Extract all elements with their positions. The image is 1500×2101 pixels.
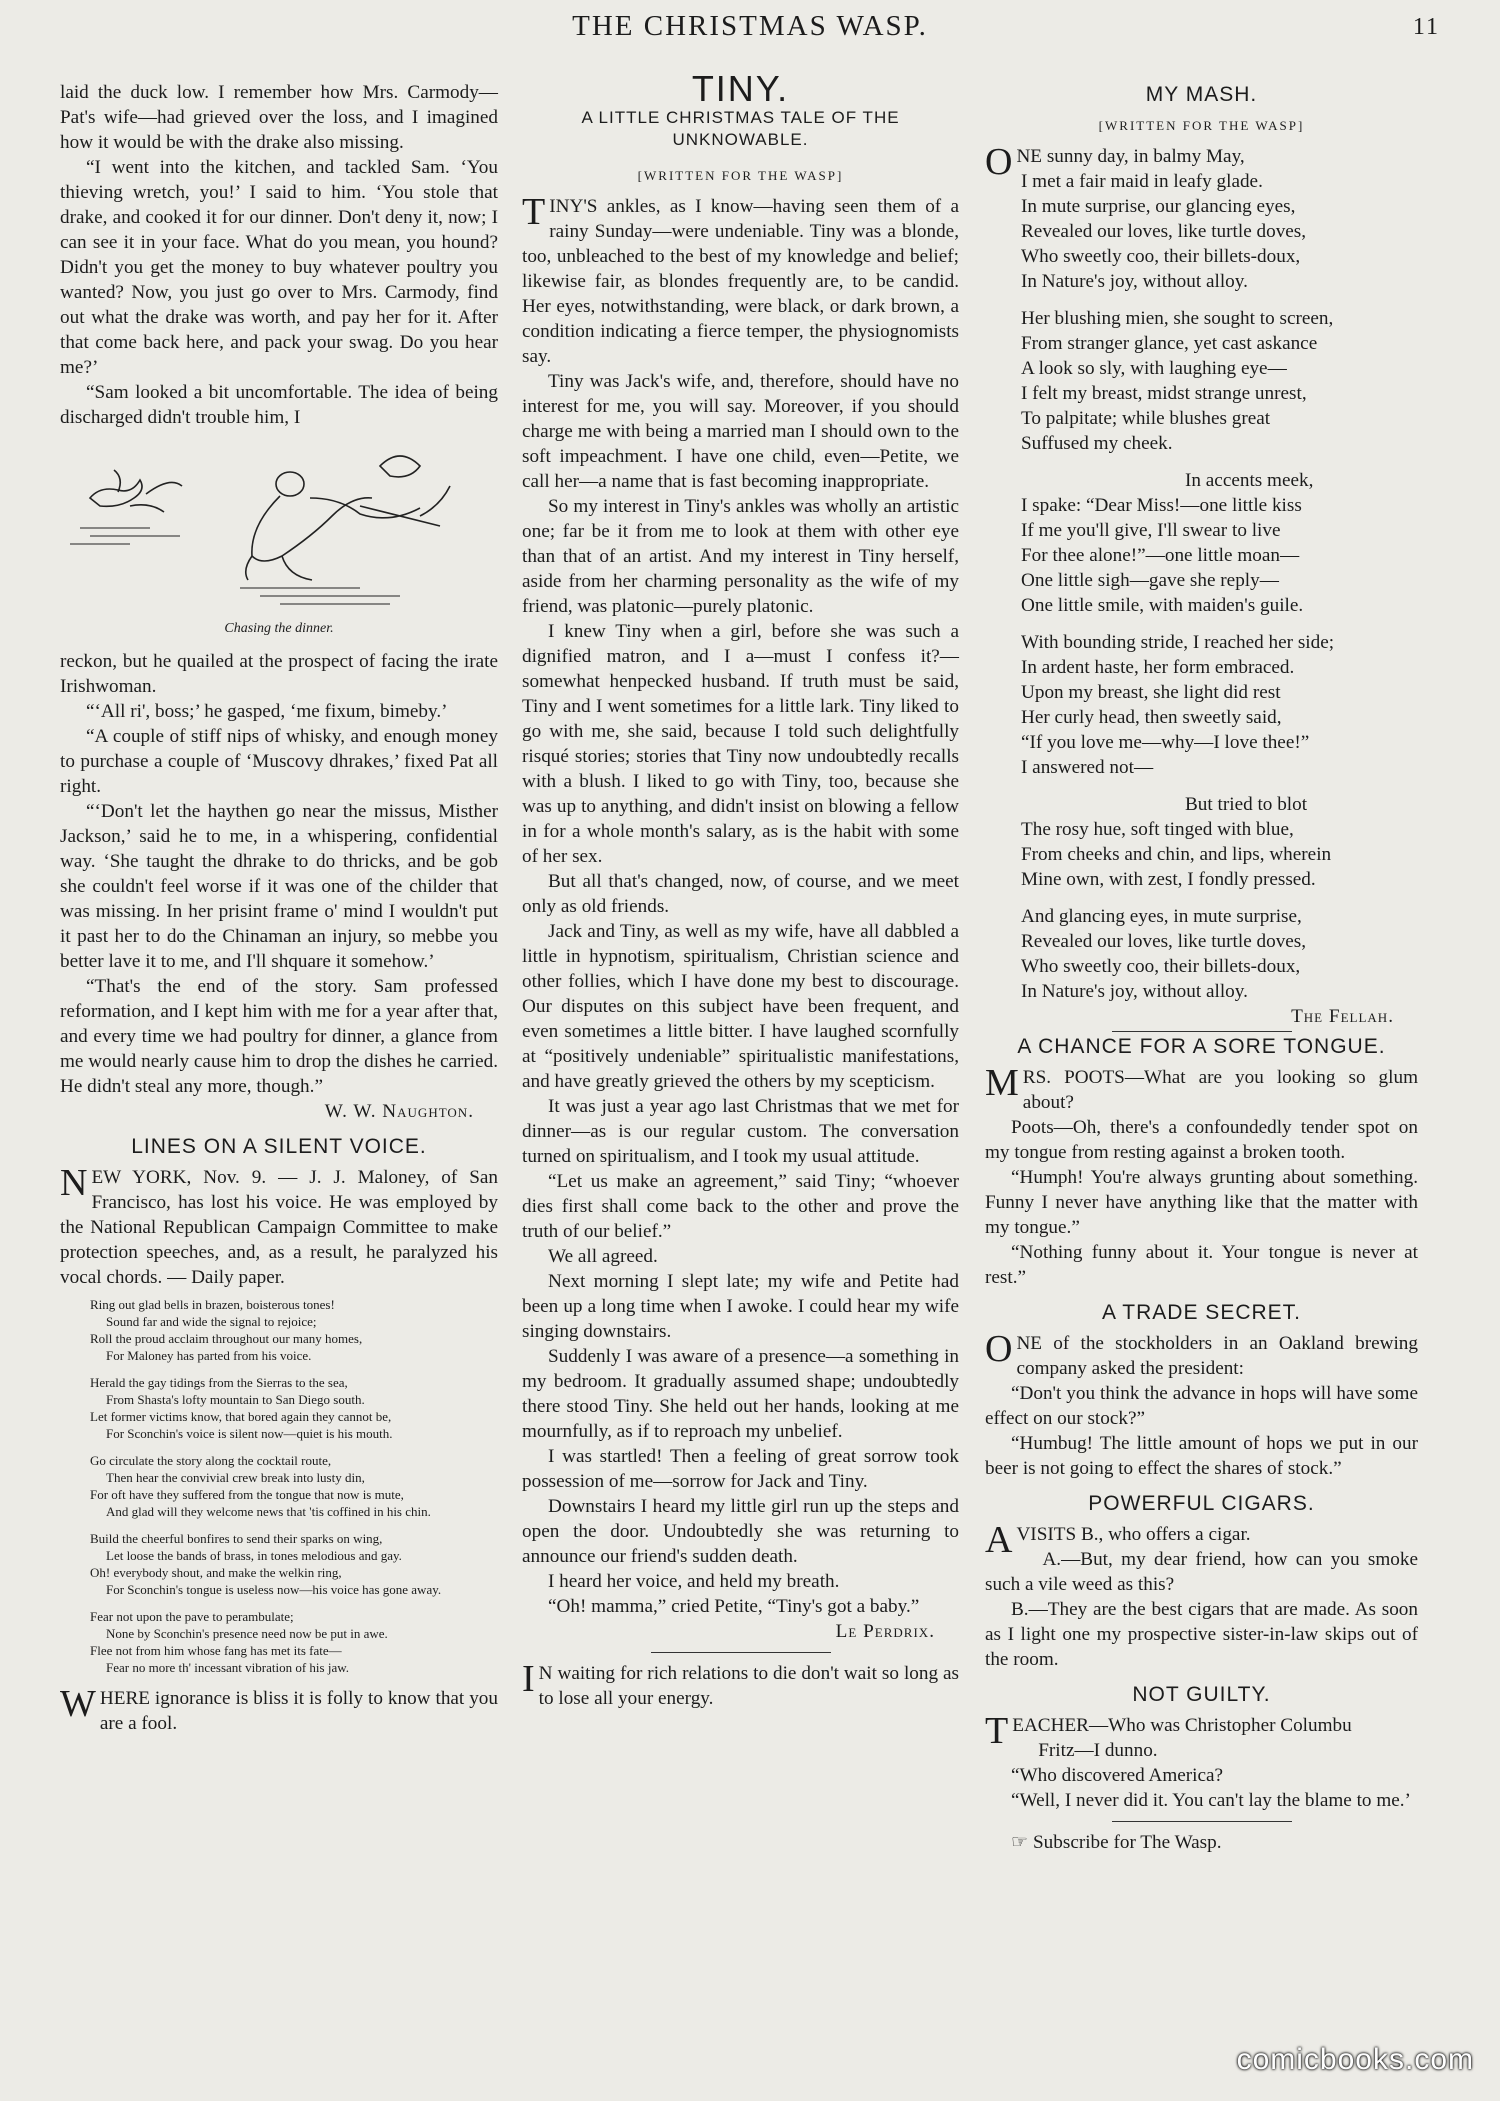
poem-line: From cheeks and chin, and lips, wherein (1021, 844, 1332, 865)
poem-line: I met a fair maid in leafy glade. (1021, 171, 1263, 192)
joke-paragraph: “Don't you think the advance in hops will have some effect on our stock?” (985, 1383, 1418, 1429)
story-paragraph: Next morning I slept late; my wife and Petite had been up a long time when I awoke. I could hear my wife singing downstairs. (522, 1271, 959, 1342)
joke-paragraph: B.—They are the best cigars that are made. As soon as I light one my prospective sister-in-law skips out of the room. (985, 1599, 1418, 1670)
story-paragraph: Suddenly I was aware of a presence—a something in my bedroom. It gradually assumed shape; undoubtedly there stood Tiny. She held out her hands, looking at me mournfully, as if to reproach my unbelief. (522, 1346, 959, 1442)
drop-cap: W (60, 1683, 96, 1725)
joke-paragraph (985, 1328, 1418, 1381)
story-paragraph: “‘All ri', boss;’ he gasped, ‘me fixum, bimeby.’ (86, 701, 448, 722)
poem-stanza (60, 1608, 498, 1676)
drop-cap: T (985, 1710, 1009, 1752)
poem-line: To palpitate; while blushes great (1021, 408, 1271, 429)
poem-stanza (60, 1374, 498, 1442)
written-for-note: [WRITTEN FOR THE WASP] (637, 168, 844, 183)
drop-cap: N (60, 1162, 88, 1204)
poem-line: I answered not— (1021, 757, 1154, 778)
poem-line: With bounding stride, I reached her side; (1021, 632, 1335, 653)
poem-line: In Nature's joy, without alloy. (1021, 271, 1248, 292)
poem-stanza (985, 141, 1418, 294)
poem-line: Let former victims know, that bored again they cannot be, (90, 1409, 392, 1424)
poem-line: For thee alone!”—one little moan— (1021, 545, 1300, 566)
section-title: NOT GUILTY. (1132, 1683, 1271, 1706)
poem-line: And glad will they welcome news that 'tis coffined in his chin. (106, 1504, 431, 1519)
drop-cap: A (985, 1519, 1013, 1561)
chasing-illustration (60, 436, 490, 614)
poem-stanza (985, 630, 1418, 780)
poem-line: I spake: “Dear Miss!—one little kiss (1021, 495, 1302, 516)
story-subtitle: A LITTLE CHRISTMAS TALE OF THE UNKNOWABLE. (581, 108, 900, 149)
story-paragraph: “I went into the kitchen, and tackled Sam. ‘You thieving wretch, you!’ I said to him. ‘You stole that drake, and cooked it for our dinner. Don't deny it, now; I can see it in your face. What do you mean, you hound? Didn't you get the money to buy whatever poultry you wanted? Now, you just go over to Mrs. Carmody, find out what the drake was worth, and pay her for it. After that come back here, and pack your swag. Do you hear me?’ (60, 157, 498, 378)
section-title: A CHANCE FOR A SORE TONGUE. (1017, 1035, 1386, 1058)
drop-cap: M (985, 1062, 1019, 1104)
poem-line: Sound far and wide the signal to rejoice; (106, 1314, 317, 1329)
poem-stanza (60, 1296, 498, 1364)
story-paragraph: “A couple of stiff nips of whisky, and enough money to purchase a couple of ‘Muscovy dhrakes,’ fixed Pat all right. (60, 726, 498, 797)
joke-paragraph (985, 1062, 1418, 1115)
column-3 (985, 80, 1418, 1855)
poem-line: If me you'll give, I'll swear to live (1021, 520, 1281, 541)
drop-cap: T (522, 191, 546, 233)
poem-title: MY MASH. (1145, 83, 1258, 106)
poem-line: Upon my breast, she light did rest (1021, 682, 1281, 703)
poem-line: “If you love me—why—I love thee!” (1021, 732, 1310, 753)
section-title: LINES ON A SILENT VOICE. (131, 1135, 427, 1158)
poem-stanza (985, 468, 1418, 618)
story-paragraph: But all that's changed, now, of course, and we meet only as old friends. (522, 871, 959, 917)
poem-line: Oh! everybody shout, and make the welkin ring, (90, 1565, 342, 1580)
poem-line: Her curly head, then sweetly said, (1021, 707, 1282, 728)
poem-line: Suffused my cheek. (1021, 433, 1173, 454)
story-paragraph: reckon, but he quailed at the prospect of facing the irate Irishwoman. (60, 651, 498, 697)
filler-text: HERE ignorance is bliss it is folly to know that you are a fool. (99, 1688, 498, 1734)
story-paragraph: “Oh! mamma,” cried Petite, “Tiny's got a baby.” (548, 1596, 920, 1617)
poem-line: For Sconchin's voice is silent now—quiet is his mouth. (106, 1426, 393, 1441)
poem-line: Revealed our loves, like turtle doves, (1021, 221, 1307, 242)
author-signature: Le Perdrix. (835, 1621, 935, 1642)
story-paragraph: So my interest in Tiny's ankles was wholly an artistic one; far be it from me to look at them with other eye than that of an artist. And my interest in Tiny herself, aside from her charming personality as the wife of my friend, was platonic—purely platonic. (522, 496, 959, 617)
poem-line: Build the cheerful bonfires to send their sparks on wing, (90, 1531, 383, 1546)
story-paragraph (522, 191, 959, 369)
paragraph-text: NE of the stockholders in an Oakland brewing company asked the president: (1016, 1333, 1418, 1379)
column-1 (60, 80, 498, 1736)
joke-paragraph: “Nothing funny about it. Your tongue is never at rest.” (985, 1242, 1418, 1288)
paragraph-text: EACHER—Who was Christopher Columbu (1012, 1715, 1352, 1736)
poem-stanza (60, 1530, 498, 1598)
story-paragraph: It was just a year ago last Christmas that we met for dinner—as is our regular custom. The conversation turned on spiritualism, and I took my usual attitude. (522, 1096, 959, 1167)
story-paragraph: I knew Tiny when a girl, before she was such a dignified matron, and I a—must I confess it?—somewhat henpecked husband. If truth must be said, Tiny and I went sometimes for a little lark. Tiny liked to go with me, she said, because I told such delightfully risqué stories; stories that Tiny now undoubtedly recalls with a blush. I liked to go with Tiny, too, because she was up to anything, and didn't insist on blowing a fellow in for a whole month's salary, as is the habit with some of her sex. (522, 621, 959, 867)
joke-paragraph (985, 1519, 1418, 1561)
drop-cap: O (985, 1328, 1013, 1370)
poem-line: Who sweetly coo, their billets-doux, (1021, 246, 1301, 267)
story-paragraph: laid the duck low. I remember how Mrs. Carmody—Pat's wife—had grieved over the loss, and I imagined how it would be with the drake also missing. (60, 82, 498, 153)
story-paragraph: “Let us make an agreement,” said Tiny; “whoever dies first shall come back to the other and prove the truth of our belief.” (522, 1171, 959, 1242)
illustration-caption: Chasing the dinner. (224, 621, 334, 636)
column-2 (522, 68, 959, 1711)
poem-line: Roll the proud acclaim throughout our many homes, (90, 1331, 363, 1346)
paragraph-text: RS. POOTS—What are you looking so glum about? (1022, 1067, 1418, 1113)
intro-text: EW YORK, Nov. 9. — J. J. Maloney, of San Francisco, has lost his voice. He was employed by the National Republican Campaign Committee to make protection speeches, and, as a result, he paralyzed his vocal chords. — Daily paper. (60, 1167, 498, 1288)
poem-line: I felt my breast, midst strange unrest, (1021, 383, 1307, 404)
poem-line: For Sconchin's tongue is useless now—his voice has gone away. (106, 1582, 442, 1597)
poem (985, 141, 1418, 1004)
joke-paragraph: Fritz—I dunno. (1038, 1740, 1158, 1761)
joke-paragraph: “Humph! You're always grunting about something. Funny I never have anything like that the matter with my tongue.” (985, 1167, 1418, 1238)
poem-line-text: NE sunny day, in balmy May, (1016, 146, 1245, 167)
poem-line: Herald the gay tidings from the Sierras to the sea, (90, 1375, 348, 1390)
section-intro (60, 1162, 498, 1290)
watermark: comicbooks.com (1236, 2043, 1474, 2076)
story-paragraph: “That's the end of the story. Sam professed reformation, and I kept him with me for a year after that, and every time we had poultry for dinner, a glance from me would nearly cause him to drop the dishes he carried. He didn't steal any more, though.” (60, 976, 498, 1097)
poem-line: Who sweetly coo, their billets-doux, (1021, 956, 1301, 977)
paragraph-text: VISITS B., who offers a cigar. (1016, 1524, 1251, 1545)
joke-paragraph: “Who discovered America? (1011, 1765, 1224, 1786)
filler-paragraph (60, 1683, 498, 1736)
poem-line: Her blushing mien, she sought to screen, (1021, 308, 1334, 329)
filler-text: N waiting for rich relations to die don't wait so long as to lose all your energy. (538, 1663, 959, 1709)
poem-line: Go circulate the story along the cocktail route, (90, 1453, 332, 1468)
poem-line: Mine own, with zest, I fondly pressed. (1021, 869, 1316, 890)
joke-paragraph: Poots—Oh, there's a confoundedly tender spot on my tongue from resting against a broken tooth. (985, 1117, 1418, 1163)
poem-line: Fear no more th' incessant vibration of his jaw. (106, 1660, 350, 1675)
poem-line: Fear not upon the pave to perambulate; (90, 1609, 294, 1624)
story-paragraph: “‘Don't let the haythen go near the missus, Misther Jackson,’ said he to me, in a whispering, confidential way. ‘She taught the dhrake to do thricks, and be gob she couldn't feel worse if it was one of the childer that was missing. In her prisint frame o' mind I wouldn't put it past her to do the Chinaman an injury, so mebbe you better lave it to me, and I'll shquare it somehow.’ (60, 801, 498, 972)
poem-line: From stranger glance, yet cast askance (1021, 333, 1318, 354)
poem-line: In mute surprise, our glancing eyes, (1021, 196, 1296, 217)
poem-line: One little smile, with maiden's guile. (1021, 595, 1304, 616)
poem-line: A look so sly, with laughing eye— (1021, 358, 1287, 379)
story-paragraph: Tiny was Jack's wife, and, therefore, should have no interest for me, you will say. Moreover, if you should charge me with being a married man I should own to the soft impeachment. I have one child, even—Petite, we call her—a name that is fast becoming inappropriate. (522, 371, 959, 492)
divider (651, 1652, 831, 1653)
subscribe-notice: ☞ Subscribe for The Wasp. (1011, 1832, 1222, 1853)
filler-paragraph (522, 1658, 959, 1711)
poem-stanza (985, 904, 1418, 1004)
poem-line: The rosy hue, soft tinged with blue, (1021, 819, 1294, 840)
poem-line: But tried to blot (1185, 794, 1308, 815)
section-title: A TRADE SECRET. (1102, 1301, 1301, 1324)
joke-paragraph: “Well, I never did it. You can't lay the blame to me.’ (1011, 1790, 1411, 1811)
poem-stanza (985, 792, 1418, 892)
poem-line: Let loose the bands of brass, in tones melodious and gay. (106, 1548, 402, 1563)
drop-cap: I (522, 1658, 535, 1700)
page-header-title: THE CHRISTMAS WASP. (572, 10, 928, 42)
joke-paragraph: A.—But, my dear friend, how can you smoke such a vile weed as this? (985, 1549, 1418, 1595)
story-paragraph: “Sam looked a bit uncomfortable. The idea of being discharged didn't trouble him, I (60, 382, 498, 428)
poem (60, 1296, 498, 1676)
poem-line: Revealed our loves, like turtle doves, (1021, 931, 1307, 952)
section-title: POWERFUL CIGARS. (1088, 1492, 1315, 1515)
story-paragraph: I heard her voice, and held my breath. (548, 1571, 840, 1592)
poem-line: None by Sconchin's presence need now be put in awe. (106, 1626, 388, 1641)
story-paragraph: I was startled! Then a feeling of great sorrow took possession of me—sorrow for Jack and Tiny. (522, 1446, 959, 1492)
poem-line: In Nature's joy, without alloy. (1021, 981, 1248, 1002)
page-number: 11 (1412, 14, 1440, 40)
joke-paragraph: “Humbug! The little amount of hops we put in our beer is not going to effect the shares of stock.” (985, 1433, 1418, 1479)
poem-line: Ring out glad bells in brazen, boisterous tones! (90, 1297, 335, 1312)
story-title: TINY. (691, 68, 790, 109)
poem-line: In ardent haste, her form embraced. (1021, 657, 1295, 678)
story-paragraph: Downstairs I heard my little girl run up the steps and open the door. Undoubtedly she was returning to announce our friend's sudden death. (522, 1496, 959, 1567)
poem-line: In accents meek, (1185, 470, 1314, 491)
story-paragraph: Jack and Tiny, as well as my wife, have all dabbled a little in hypnotism, spiritualism, Christian science and other follies, which I have done my best to discourage. Our disputes on this subject have been frequent, and even sometimes a little bitter. I have laughed scornfully at “positively undeniable” spiritualistic manifestations, and have greatly grieved the others by my scepticism. (522, 921, 959, 1092)
poem-line: One little sigh—gave she reply— (1021, 570, 1279, 591)
poem-line: Then hear the convivial crew break into lusty din, (106, 1470, 365, 1485)
divider (1112, 1031, 1292, 1032)
story-paragraph: We all agreed. (548, 1246, 658, 1267)
poem-line: For Maloney has parted from his voice. (106, 1348, 312, 1363)
poem-line: Flee not from him whose fang has met its fate— (90, 1643, 342, 1658)
divider (1112, 1821, 1292, 1822)
poem-stanza (985, 306, 1418, 456)
paragraph-text: INY'S ankles, as I know—having seen them of a rainy Sunday—were undeniable. Tiny was a blonde, too, unbleached to the best of my knowledge and belief; likewise fair, as blondes frequently are, to be candid. Her eyes, notwithstanding, were black, or dark brown, a condition indicating a fierce temper, the physiognomists say. (522, 196, 959, 367)
drop-cap: O (985, 141, 1013, 183)
poem-line: For oft have they suffered from the tongue that now is mute, (90, 1487, 404, 1502)
poem-line: From Shasta's lofty mountain to San Diego south. (106, 1392, 365, 1407)
written-for-note: [WRITTEN FOR THE WASP] (1098, 118, 1305, 133)
poem-stanza (60, 1452, 498, 1520)
poem-line: And glancing eyes, in mute surprise, (1021, 906, 1302, 927)
author-signature: The Fellah. (1291, 1006, 1394, 1027)
author-signature: W. W. Naughton. (324, 1101, 474, 1122)
